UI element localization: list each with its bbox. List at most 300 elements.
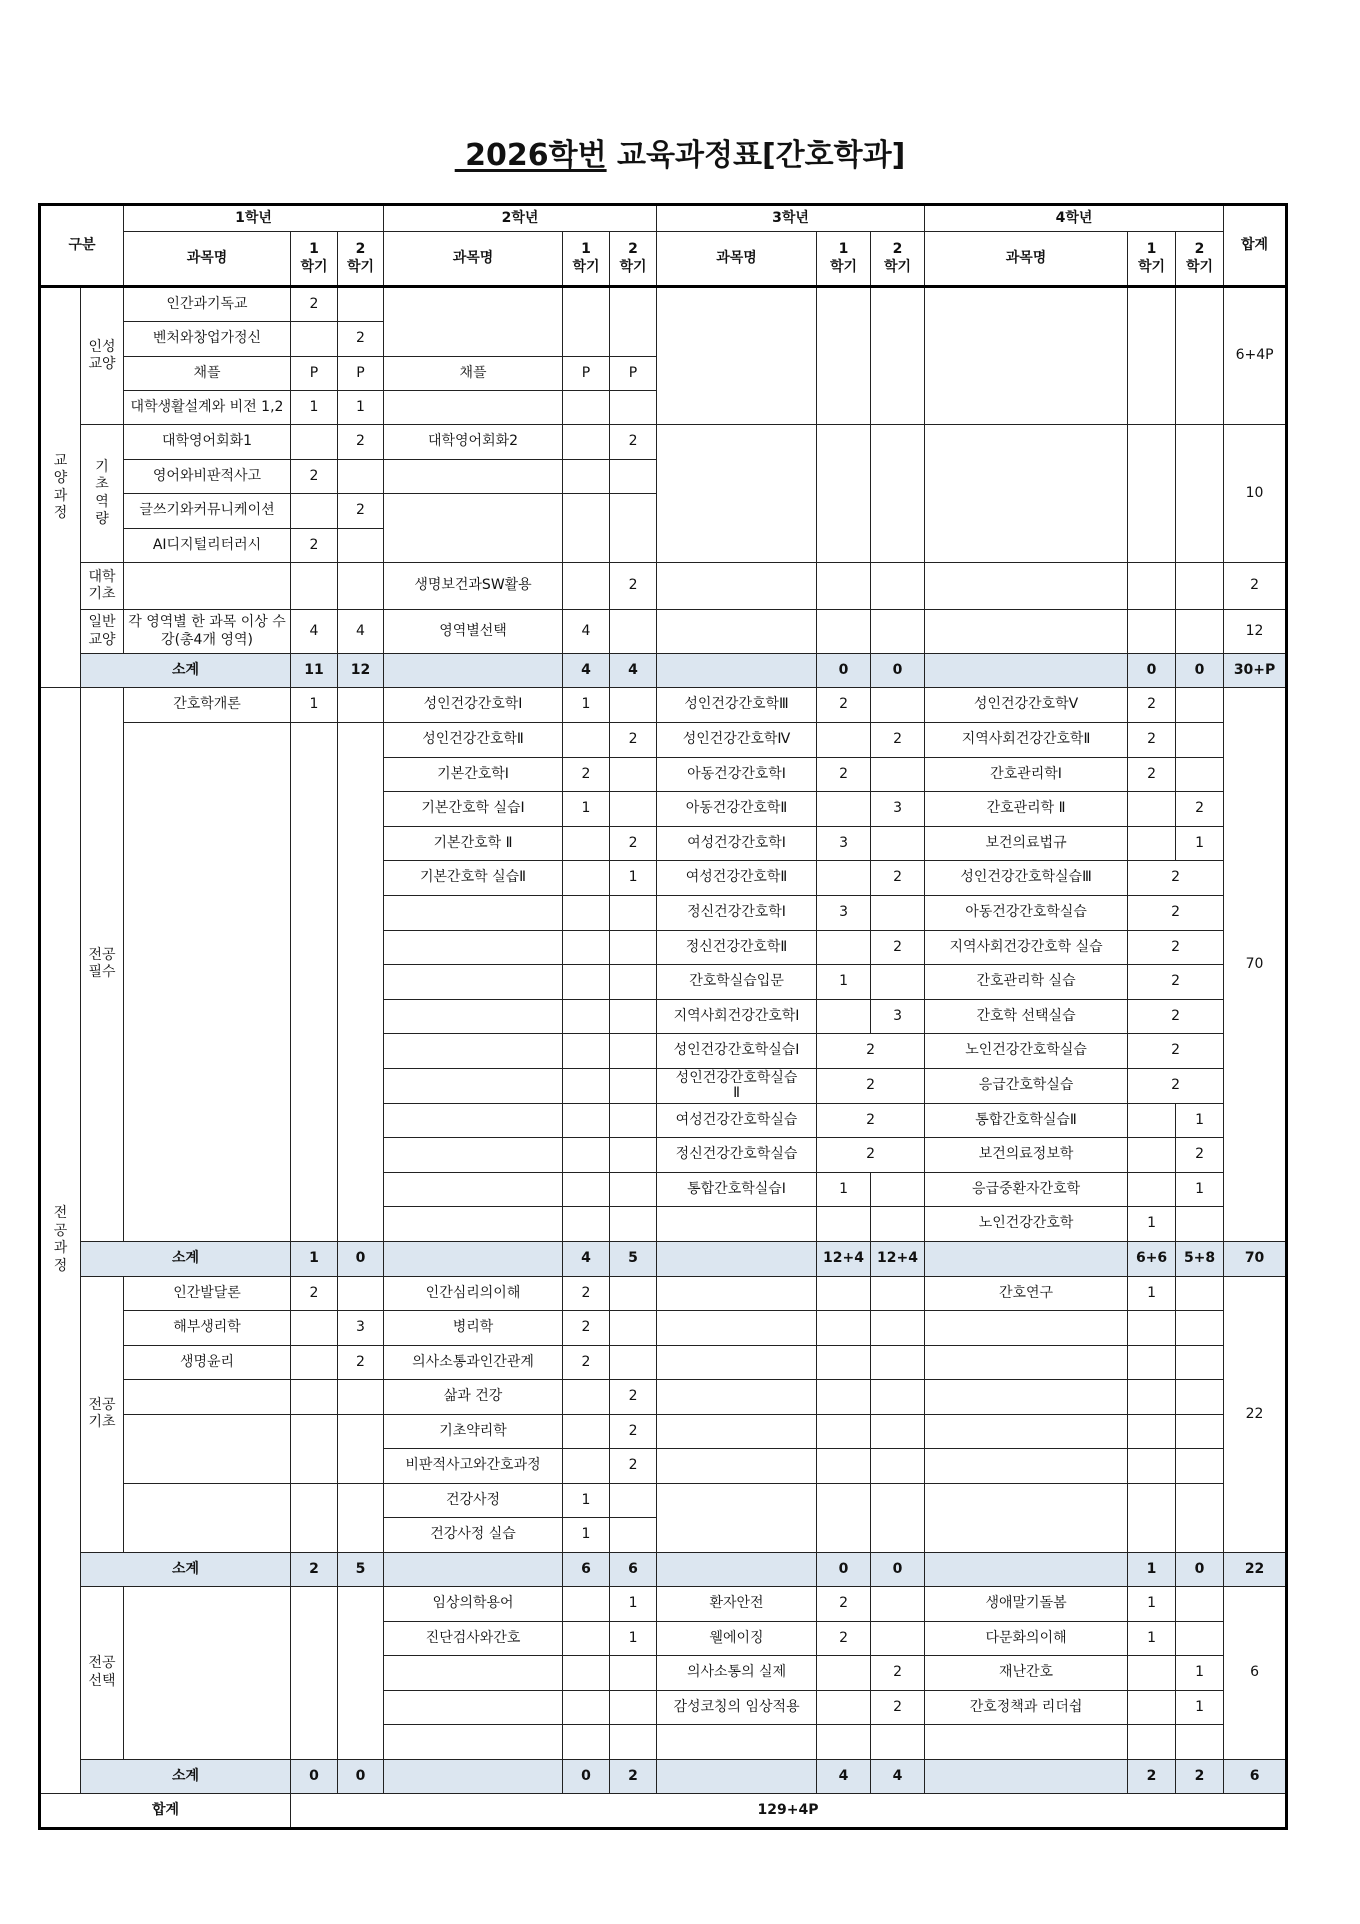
credit-s1: 3 (817, 826, 871, 861)
credit-s2: 2 (871, 723, 925, 758)
credit-s2 (610, 1034, 657, 1069)
credit-s2 (871, 1172, 925, 1207)
course-name: 노인건강간호학 (925, 1207, 1128, 1242)
header-course-name: 과목명 (384, 232, 563, 287)
credit-s2: 2 (610, 826, 657, 861)
course-name: 비판적사고와간호과정 (384, 1449, 563, 1484)
credit-s1 (817, 930, 871, 965)
subtotal-value: 2 (291, 1552, 338, 1586)
credit-s1 (291, 723, 338, 1242)
course-name (384, 1725, 563, 1760)
table-row (40, 1586, 1287, 1621)
credit-s1: 2 (291, 460, 338, 494)
credit-s1 (1128, 1483, 1176, 1552)
course-name (925, 1725, 1128, 1760)
credit-s2 (871, 1621, 925, 1656)
course-name: 정신건강간호학Ⅱ (657, 930, 817, 965)
grand-total-label: 합계 (40, 1793, 291, 1828)
course-name (384, 391, 563, 425)
credit-s2 (610, 1207, 657, 1242)
subtotal-value: 2 (1176, 1759, 1224, 1793)
course-name (384, 965, 563, 1000)
course-name: 응급간호학실습 (925, 1068, 1128, 1103)
course-name: 인간심리의이해 (384, 1276, 563, 1311)
subtotal-blank (925, 1759, 1128, 1793)
course-name: 병리학 (384, 1311, 563, 1346)
credit-s1 (563, 861, 610, 896)
header-year-1: 1학년 (124, 205, 384, 232)
course-name: 의사소통의 실제 (657, 1656, 817, 1691)
course-name: 해부생리학 (124, 1311, 291, 1346)
credit-s1 (1128, 792, 1176, 827)
course-name: 채플 (384, 357, 563, 391)
course-name: 아동건강간호학실습 (925, 895, 1128, 930)
credit-s1 (817, 1380, 871, 1415)
header-course-name: 과목명 (925, 232, 1128, 287)
credit-s2 (871, 1207, 925, 1242)
credit-s1: 2 (563, 1276, 610, 1311)
course-name: 통합간호학실습Ⅰ (657, 1172, 817, 1207)
course-name: 대학생활설계와 비전 1,2 (124, 391, 291, 425)
course-name: 지역사회건강간호학Ⅰ (657, 999, 817, 1034)
credit-merged: 2 (1128, 861, 1224, 896)
credit-s2 (871, 757, 925, 792)
credit-merged: 2 (1128, 930, 1224, 965)
credit-s2: 2 (338, 322, 384, 357)
group-label-elective: 전공 선택 (81, 1586, 124, 1759)
group-total: 10 (1224, 425, 1287, 563)
header-sem1: 1 학기 (291, 232, 338, 287)
credit-s1 (1128, 1172, 1176, 1207)
credit-s2 (1176, 1380, 1224, 1415)
subtotal-blank (384, 654, 563, 688)
credit-s2 (610, 999, 657, 1034)
course-name: 기본간호학 실습Ⅰ (384, 792, 563, 827)
credit-s1 (291, 322, 338, 357)
credit-s2: 2 (610, 1380, 657, 1415)
subtotal-value: 12+4 (817, 1241, 871, 1276)
credit-s2: 3 (871, 999, 925, 1034)
header-row-columns (40, 232, 1287, 287)
credit-s1 (1128, 826, 1176, 861)
credit-merged: 2 (817, 1034, 925, 1069)
credit-s1 (563, 1414, 610, 1449)
course-name: 성인건강간호학실습 Ⅱ (657, 1068, 817, 1103)
course-name: 성인건강간호학실습Ⅰ (657, 1034, 817, 1069)
credit-s2 (1176, 723, 1224, 758)
credit-s1: 2 (563, 757, 610, 792)
course-name: 보건의료정보학 (925, 1138, 1128, 1173)
credit-s2 (338, 563, 384, 610)
course-name: 기본간호학 실습Ⅱ (384, 861, 563, 896)
course-name (124, 1483, 291, 1552)
credit-s1 (563, 287, 610, 357)
course-name: 간호관리학 Ⅱ (925, 792, 1128, 827)
course-name: 간호정책과 리더쉽 (925, 1690, 1128, 1725)
course-name (925, 287, 1128, 425)
credit-s1: 1 (1128, 1207, 1176, 1242)
group-label-univ-basic: 대학 기초 (81, 563, 124, 610)
course-name: 생명윤리 (124, 1345, 291, 1380)
credit-s2: 1 (1176, 826, 1224, 861)
course-name (384, 1172, 563, 1207)
subtotal-value: 1 (291, 1241, 338, 1276)
subtotal-value: 5+8 (1176, 1241, 1224, 1276)
credit-s1: P (291, 357, 338, 391)
credit-s1: 2 (563, 1345, 610, 1380)
subtotal-value: 0 (338, 1241, 384, 1276)
header-year-4: 4학년 (925, 205, 1224, 232)
credit-s2 (610, 930, 657, 965)
header-sem1: 1 학기 (563, 232, 610, 287)
credit-s2 (1176, 563, 1224, 610)
course-name (657, 610, 817, 654)
subtotal-total: 30+P (1224, 654, 1287, 688)
subtotal-value: 0 (817, 1552, 871, 1586)
credit-s1 (1128, 1138, 1176, 1173)
course-name (657, 1345, 817, 1380)
credit-s1 (563, 1725, 610, 1760)
credit-s1 (563, 723, 610, 758)
course-name (124, 723, 291, 1242)
credit-s2: 2 (338, 425, 384, 460)
credit-s1 (563, 999, 610, 1034)
credit-s2: 3 (338, 1311, 384, 1346)
credit-s1 (563, 1068, 610, 1103)
course-name (925, 563, 1128, 610)
course-name: 응급중환자간호학 (925, 1172, 1128, 1207)
credit-s2 (610, 460, 657, 494)
credit-s1 (817, 1449, 871, 1484)
course-name: 여성건강간호학Ⅱ (657, 861, 817, 896)
credit-s2: 1 (1176, 1656, 1224, 1691)
credit-s2: 2 (610, 723, 657, 758)
credit-s2: 2 (871, 1656, 925, 1691)
credit-s2 (871, 1276, 925, 1311)
credit-s1: 2 (817, 1586, 871, 1621)
course-name: 아동건강간호학Ⅰ (657, 757, 817, 792)
credit-s1 (817, 1276, 871, 1311)
credit-s1 (1128, 1414, 1176, 1449)
course-name (384, 1138, 563, 1173)
course-name (124, 563, 291, 610)
credit-merged: 2 (1128, 965, 1224, 1000)
credit-s2 (338, 723, 384, 1242)
table-row (40, 425, 1287, 460)
credit-s2: 2 (338, 494, 384, 529)
credit-s1: 1 (563, 792, 610, 827)
credit-s2 (338, 688, 384, 723)
credit-s1 (1128, 287, 1176, 425)
table-row (40, 723, 1287, 758)
course-name: 감성코칭의 임상적용 (657, 1690, 817, 1725)
credit-s1 (563, 1380, 610, 1415)
table-row (40, 688, 1287, 723)
credit-s2 (871, 688, 925, 723)
course-name: 여성건강간호학Ⅰ (657, 826, 817, 861)
group-label-general: 일반 교양 (81, 610, 124, 654)
course-name: 채플 (124, 357, 291, 391)
subtotal-blank (384, 1552, 563, 1586)
credit-s1 (817, 999, 871, 1034)
credit-s2 (871, 1380, 925, 1415)
course-name (657, 287, 817, 425)
course-name: 인간과기독교 (124, 287, 291, 322)
credit-s1 (817, 1725, 871, 1760)
credit-s1 (1128, 1656, 1176, 1691)
course-name: 간호연구 (925, 1276, 1128, 1311)
course-name: 간호관리학 실습 (925, 965, 1128, 1000)
credit-s2 (1176, 1311, 1224, 1346)
subtotal-row (40, 1241, 1287, 1276)
credit-s2 (1176, 757, 1224, 792)
subtotal-value: 4 (871, 1759, 925, 1793)
course-name (925, 1380, 1128, 1415)
title-year: 2026학번 (454, 138, 607, 173)
credit-s2 (610, 391, 657, 425)
credit-s1: 2 (1128, 757, 1176, 792)
credit-s1 (817, 1690, 871, 1725)
credit-s1: 2 (563, 1311, 610, 1346)
credit-s2 (610, 965, 657, 1000)
credit-s2 (1176, 1725, 1224, 1760)
credit-s2: 2 (610, 425, 657, 460)
credit-s2: 2 (338, 1345, 384, 1380)
course-name (925, 425, 1128, 563)
credit-s1: 1 (563, 688, 610, 723)
group-total: 70 (1224, 688, 1287, 1242)
group-total: 12 (1224, 610, 1287, 654)
credit-s2 (610, 895, 657, 930)
credit-s2: 1 (610, 1586, 657, 1621)
course-name (384, 1690, 563, 1725)
credit-s2: 1 (338, 391, 384, 425)
header-row-years (40, 205, 1287, 232)
subtotal-blank (384, 1241, 563, 1276)
credit-s2 (871, 425, 925, 563)
credit-s1: 4 (291, 610, 338, 654)
credit-s2: 1 (1176, 1172, 1224, 1207)
subtotal-value: 5 (610, 1241, 657, 1276)
credit-s1 (563, 563, 610, 610)
course-name: 간호관리학Ⅰ (925, 757, 1128, 792)
credit-s1 (817, 861, 871, 896)
credit-s2 (610, 1690, 657, 1725)
credit-s1: P (563, 357, 610, 391)
credit-s1 (563, 895, 610, 930)
credit-s1 (563, 1138, 610, 1173)
credit-s1 (817, 1345, 871, 1380)
course-name (124, 1586, 291, 1759)
subtotal-value: 2 (1128, 1759, 1176, 1793)
course-name (657, 1725, 817, 1760)
credit-s1 (563, 965, 610, 1000)
course-name (384, 1103, 563, 1138)
table-row (40, 610, 1287, 654)
section-label-major: 전 공 과 정 (40, 688, 81, 1794)
course-name (384, 460, 563, 494)
course-name: 진단검사와간호 (384, 1621, 563, 1656)
subtotal-value: 6+6 (1128, 1241, 1176, 1276)
subtotal-blank (384, 1759, 563, 1793)
credit-s1: 2 (291, 1276, 338, 1311)
course-name: 영역별선택 (384, 610, 563, 654)
credit-s2: 1 (1176, 1103, 1224, 1138)
subtotal-value: 12+4 (871, 1241, 925, 1276)
credit-merged: 2 (1128, 999, 1224, 1034)
credit-s1 (563, 1207, 610, 1242)
course-name: 건강사정 (384, 1483, 563, 1518)
course-name: 환자안전 (657, 1586, 817, 1621)
credit-s2 (610, 757, 657, 792)
credit-s2 (1176, 688, 1224, 723)
credit-s2 (338, 1380, 384, 1415)
credit-s1 (563, 1690, 610, 1725)
credit-s2 (871, 1725, 925, 1760)
credit-s1: 1 (291, 688, 338, 723)
course-name (384, 1656, 563, 1691)
credit-s2: P (338, 357, 384, 391)
credit-s2 (1176, 1345, 1224, 1380)
course-name (384, 287, 563, 357)
subtotal-blank (657, 1241, 817, 1276)
subtotal-value: 0 (291, 1759, 338, 1793)
credit-s2: 2 (610, 1414, 657, 1449)
subtotal-value: 0 (871, 654, 925, 688)
course-name: 노인건강간호학실습 (925, 1034, 1128, 1069)
subtotal-label: 소계 (81, 1552, 291, 1586)
credit-s2 (338, 460, 384, 494)
course-name: 벤처와창업가정신 (124, 322, 291, 357)
course-name: 간호학 선택실습 (925, 999, 1128, 1034)
credit-s1 (291, 1414, 338, 1483)
credit-s1 (1128, 1690, 1176, 1725)
course-name (384, 1207, 563, 1242)
credit-s1 (1128, 1449, 1176, 1484)
course-name (925, 1449, 1128, 1484)
credit-s1 (817, 1656, 871, 1691)
credit-s1 (817, 1207, 871, 1242)
credit-s1: 1 (817, 965, 871, 1000)
credit-s2 (338, 529, 384, 563)
credit-merged: 2 (1128, 1034, 1224, 1069)
course-name: 임상의학용어 (384, 1586, 563, 1621)
credit-s1 (563, 1586, 610, 1621)
credit-s1 (1128, 1725, 1176, 1760)
title-text: 교육과정표[간호학과] (606, 138, 906, 173)
credit-s2 (610, 792, 657, 827)
group-label-major-basic: 전공 기초 (81, 1276, 124, 1552)
credit-s1 (563, 1621, 610, 1656)
course-name: 여성건강간호학실습 (657, 1103, 817, 1138)
course-name (384, 494, 563, 563)
subtotal-blank (657, 1759, 817, 1793)
course-name (657, 563, 817, 610)
credit-s2 (871, 610, 925, 654)
credit-s1 (291, 563, 338, 610)
subtotal-row (40, 654, 1287, 688)
course-name (384, 999, 563, 1034)
table-row (40, 1414, 1287, 1449)
credit-s2 (610, 688, 657, 723)
credit-s2 (610, 1656, 657, 1691)
course-name: 지역사회건강간호학 실습 (925, 930, 1128, 965)
credit-s1: 1 (563, 1518, 610, 1553)
credit-s2 (1176, 1449, 1224, 1484)
subtotal-value: 5 (338, 1552, 384, 1586)
credit-s1: 2 (817, 757, 871, 792)
credit-s2 (610, 1725, 657, 1760)
subtotal-blank (925, 1241, 1128, 1276)
credit-s1: 1 (291, 391, 338, 425)
header-sem2: 2 학기 (1176, 232, 1224, 287)
subtotal-label: 소계 (81, 1759, 291, 1793)
credit-s2 (338, 287, 384, 322)
course-name: 기초약리학 (384, 1414, 563, 1449)
group-label-character: 인성 교양 (81, 287, 124, 425)
course-name (384, 1068, 563, 1103)
course-name (925, 1345, 1128, 1380)
credit-merged: 2 (1128, 895, 1224, 930)
credit-s1 (1128, 1345, 1176, 1380)
credit-s2 (871, 1414, 925, 1449)
credit-s2 (1176, 1414, 1224, 1449)
subtotal-value: 0 (338, 1759, 384, 1793)
course-name: 성인건강간호학Ⅴ (925, 688, 1128, 723)
course-name: 각 영역별 한 과목 이상 수강(총4개 영역) (124, 610, 291, 654)
credit-s2 (871, 895, 925, 930)
credit-merged: 2 (817, 1138, 925, 1173)
subtotal-value: 1 (1128, 1552, 1176, 1586)
course-name (124, 1380, 291, 1415)
credit-s2: P (610, 357, 657, 391)
course-name: 아동건강간호학Ⅱ (657, 792, 817, 827)
credit-s1: 2 (817, 688, 871, 723)
course-name: AI디지털리터러시 (124, 529, 291, 563)
credit-s2 (871, 287, 925, 425)
credit-s2 (610, 287, 657, 357)
subtotal-value: 4 (610, 654, 657, 688)
header-sem2: 2 학기 (610, 232, 657, 287)
credit-merged: 2 (1128, 1068, 1224, 1103)
credit-merged: 2 (817, 1068, 925, 1103)
course-name: 대학영어회화1 (124, 425, 291, 460)
credit-s2 (610, 1276, 657, 1311)
credit-s1 (817, 425, 871, 563)
credit-s1: 1 (563, 1483, 610, 1518)
subtotal-blank (657, 654, 817, 688)
credit-s2: 1 (610, 861, 657, 896)
credit-s2 (338, 1483, 384, 1552)
course-name: 영어와비판적사고 (124, 460, 291, 494)
credit-s1 (817, 1414, 871, 1449)
subtotal-blank (925, 1552, 1128, 1586)
credit-s1 (563, 1034, 610, 1069)
credit-s1 (291, 1311, 338, 1346)
table-row (40, 1345, 1287, 1380)
course-name: 성인건강간호학Ⅱ (384, 723, 563, 758)
credit-s1: 3 (817, 895, 871, 930)
table-row (40, 1483, 1287, 1518)
credit-s2 (1176, 1586, 1224, 1621)
course-name (925, 610, 1128, 654)
group-total: 6 (1224, 1586, 1287, 1759)
credit-s2 (610, 1345, 657, 1380)
subtotal-label: 소계 (81, 654, 291, 688)
course-name (124, 1414, 291, 1483)
table-row (40, 1311, 1287, 1346)
course-name (657, 1414, 817, 1449)
